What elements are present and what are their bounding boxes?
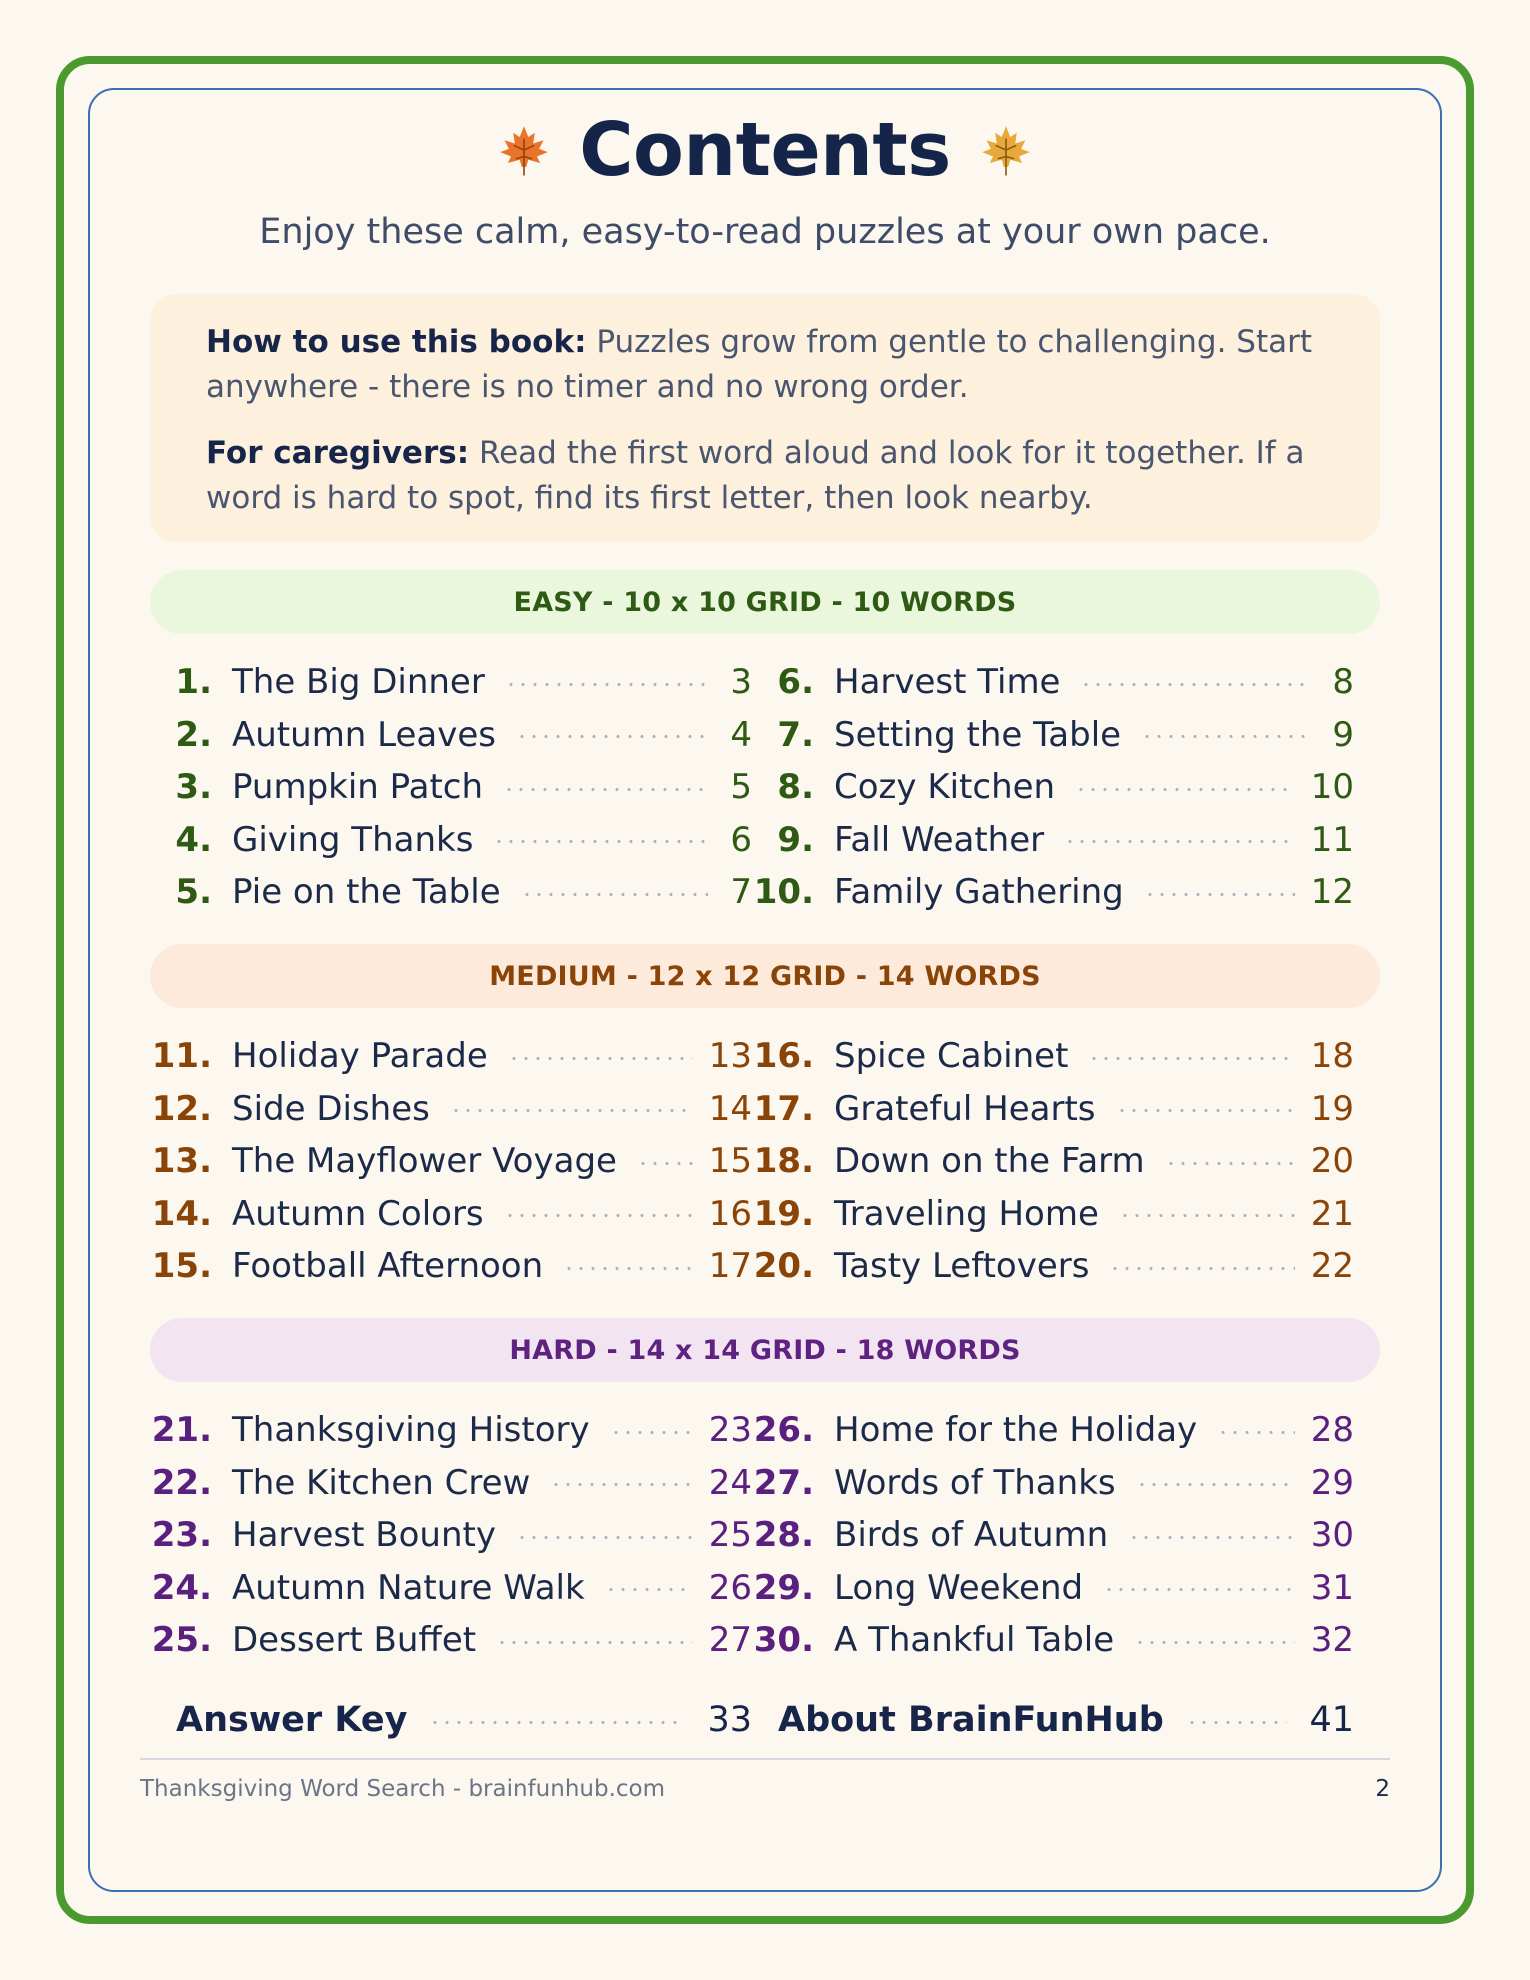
toc-entry[interactable] — [150, 1614, 752, 1666]
toc-entry[interactable] — [752, 656, 1354, 708]
dot-leader — [1080, 683, 1310, 686]
toc-entry-number: 21. — [151, 1410, 212, 1450]
toc-entry-number: 1. — [175, 662, 212, 702]
toc-entry-page: 8 — [1332, 662, 1354, 702]
toc-entry-page: 17 — [708, 1246, 752, 1286]
dot-leader — [493, 840, 708, 843]
toc-entry-title: Down on the Farm — [834, 1141, 1145, 1181]
toc-entry[interactable] — [150, 1404, 752, 1456]
toc-entry-page: 15 — [708, 1141, 752, 1181]
toc-entry[interactable] — [752, 1404, 1354, 1456]
toc-entry-title: Tasty Leftovers — [834, 1246, 1090, 1286]
dot-leader — [1134, 1641, 1295, 1644]
toc-entry-title: Thanksgiving History — [232, 1410, 590, 1450]
dot-leader — [450, 1109, 693, 1112]
toc-entry[interactable] — [150, 1188, 752, 1240]
toc-entry[interactable] — [150, 1562, 752, 1614]
toc-entry-number: 17. — [753, 1088, 814, 1129]
caregivers-paragraph — [206, 431, 1326, 521]
toc-entry-title: Words of Thanks — [834, 1462, 1116, 1503]
toc-entry-number: 3. — [175, 767, 212, 807]
toc-entry-page: 29 — [1310, 1462, 1354, 1503]
section-header-hard: HARD - 14 x 14 GRID - 18 WORDS — [150, 1318, 1380, 1382]
toc-entry-title: Home for the Holiday — [834, 1410, 1198, 1450]
dot-leader — [508, 1057, 693, 1060]
toc-entry[interactable] — [752, 1614, 1354, 1666]
toc-entry-page: 11 — [1310, 819, 1354, 860]
toc-entry-title: Pie on the Table — [232, 872, 501, 912]
toc-entry[interactable] — [150, 1509, 752, 1561]
dot-leader — [550, 1483, 692, 1486]
dot-leader — [504, 1214, 693, 1217]
footer-divider — [140, 1758, 1390, 1760]
toc-entry-title: Pumpkin Patch — [232, 767, 484, 807]
dot-leader — [1136, 1483, 1295, 1486]
dot-leader — [1064, 840, 1295, 843]
page-number: 2 — [1375, 1776, 1390, 1802]
instructions-box — [150, 294, 1380, 542]
toc-entry-page: 3 — [730, 662, 752, 702]
toc-entry-page: 9 — [1332, 714, 1354, 755]
toc-entry[interactable] — [752, 1083, 1354, 1135]
answer-key-page: 33 — [707, 1700, 752, 1740]
toc-entry[interactable] — [150, 1135, 752, 1187]
about-entry[interactable] — [778, 1694, 1354, 1746]
about-label: About BrainFunHub — [778, 1700, 1164, 1740]
toc-entry-page: 23 — [708, 1410, 752, 1450]
toc-entry-title: Birds of Autumn — [834, 1515, 1109, 1555]
toc-entry-title: A Thankful Table — [834, 1620, 1115, 1660]
dot-leader — [496, 1641, 693, 1644]
toc-entry-page: 18 — [1310, 1036, 1354, 1076]
toc-entry-page: 25 — [708, 1515, 752, 1555]
toc-entry-number: 11. — [151, 1036, 212, 1076]
toc-entry-title: Grateful Hearts — [834, 1088, 1096, 1129]
toc-entry-number: 23. — [151, 1515, 212, 1555]
toc-entry-title: The Mayflower Voyage — [232, 1141, 617, 1181]
dot-leader — [503, 788, 708, 791]
toc-entry-title: Football Afternoon — [232, 1246, 544, 1286]
toc-entry[interactable] — [150, 1457, 752, 1509]
toc-entry-page: 19 — [1310, 1088, 1354, 1129]
dot-leader — [563, 1267, 693, 1270]
dot-leader — [1088, 1057, 1294, 1060]
toc-entry-number: 20. — [753, 1246, 814, 1286]
toc-entry-number: 5. — [175, 872, 212, 912]
toc-entry-title: Autumn Leaves — [232, 714, 497, 755]
toc-entry[interactable] — [752, 1030, 1354, 1082]
title-row — [0, 100, 1530, 200]
section-header-medium: MEDIUM - 12 x 12 GRID - 14 WORDS — [150, 944, 1380, 1008]
dot-leader — [1119, 1214, 1295, 1217]
toc-entry-title: The Kitchen Crew — [232, 1462, 531, 1503]
dot-leader — [516, 735, 708, 738]
toc-entry-number: 14. — [151, 1193, 212, 1234]
toc-entry[interactable] — [150, 814, 752, 866]
toc-entry-number: 18. — [753, 1141, 814, 1181]
toc-entry-page: 31 — [1310, 1567, 1354, 1608]
toc-entry-page: 24 — [708, 1462, 752, 1503]
toc-entry[interactable] — [752, 1240, 1354, 1292]
how-to-use-label: How to use this book: — [206, 324, 587, 360]
dot-leader — [1103, 1588, 1295, 1591]
dot-leader — [1186, 1721, 1288, 1724]
toc-entry-page: 28 — [1310, 1410, 1354, 1450]
dot-leader — [605, 1588, 693, 1591]
toc-entry[interactable] — [150, 1240, 752, 1292]
toc-entry-title: Harvest Bounty — [232, 1515, 496, 1555]
answer-key-label: Answer Key — [176, 1700, 408, 1740]
toc-entry-number: 6. — [777, 662, 814, 702]
dot-leader — [1217, 1431, 1295, 1434]
toc-entry-number: 24. — [151, 1567, 212, 1608]
dot-leader — [1165, 1162, 1295, 1165]
how-to-use-text: Puzzles grow from gentle to challenging. Start anywhere - there is no timer and no wrong order. — [206, 324, 1313, 405]
toc-entry[interactable] — [752, 1509, 1354, 1561]
toc-entry[interactable] — [752, 1457, 1354, 1509]
page-title: Contents — [579, 107, 951, 193]
footer-text: Thanksgiving Word Search - brainfunhub.com — [140, 1776, 666, 1802]
toc-entry-number: 2. — [175, 714, 212, 755]
toc-entry-title: Giving Thanks — [232, 819, 474, 860]
toc-entry-number: 19. — [753, 1193, 814, 1234]
toc-entry-title: Family Gathering — [834, 872, 1124, 912]
toc-entry-number: 8. — [777, 767, 814, 807]
section-header-easy: EASY - 10 x 10 GRID - 10 WORDS — [150, 570, 1380, 634]
toc-entry-title: Autumn Colors — [232, 1193, 484, 1234]
toc-entry-title: Side Dishes — [232, 1088, 430, 1129]
toc-entry-title: Cozy Kitchen — [834, 767, 1056, 807]
toc-entry-page: 20 — [1310, 1141, 1354, 1181]
dot-leader — [521, 893, 708, 896]
toc-entry[interactable] — [752, 709, 1354, 761]
toc-entry-number: 10. — [753, 872, 814, 912]
page-subtitle: Enjoy these calm, easy-to-read puzzles at your own pace. — [259, 212, 1271, 252]
toc-entry-page: 7 — [730, 872, 752, 912]
toc-entry-number: 29. — [753, 1567, 814, 1608]
toc-entry[interactable] — [150, 1030, 752, 1082]
toc-entry-page: 16 — [708, 1193, 752, 1234]
caregivers-label: For caregivers: — [206, 435, 470, 471]
dot-leader — [610, 1431, 693, 1434]
dot-leader — [1109, 1267, 1294, 1270]
toc-entry-number: 22. — [151, 1462, 212, 1503]
toc-entry-title: Long Weekend — [834, 1567, 1084, 1608]
toc-entry[interactable] — [150, 709, 752, 761]
dot-leader — [1116, 1109, 1295, 1112]
toc-entry[interactable] — [150, 761, 752, 813]
maple-leaf-icon — [979, 123, 1033, 177]
answer-key-entry[interactable] — [176, 1694, 752, 1746]
toc-entry-title: Holiday Parade — [232, 1036, 488, 1076]
toc-entry-page: 21 — [1310, 1193, 1354, 1234]
dot-leader — [1128, 1536, 1295, 1539]
toc-entry-number: 30. — [753, 1620, 814, 1660]
toc-entry-number: 13. — [151, 1141, 212, 1181]
toc-entry-page: 10 — [1310, 767, 1354, 807]
how-to-use-paragraph — [206, 320, 1326, 410]
toc-entry[interactable] — [752, 1562, 1354, 1614]
toc-entry-number: 16. — [753, 1036, 814, 1076]
toc-entry-page: 30 — [1310, 1515, 1354, 1555]
toc-entry-page: 4 — [730, 714, 752, 755]
caregivers-text: Read the first word aloud and look for it together. If a word is hard to spot, find its first letter, then look nearby. — [206, 435, 1305, 516]
dot-leader — [1075, 788, 1295, 791]
toc-entry-page: 6 — [730, 819, 752, 860]
toc-entry-title: Traveling Home — [834, 1193, 1099, 1234]
dot-leader — [1144, 893, 1295, 896]
toc-entry-page: 5 — [730, 767, 752, 807]
dot-leader — [516, 1536, 693, 1539]
toc-entry-number: 7. — [777, 714, 814, 755]
toc-entry-number: 25. — [151, 1620, 212, 1660]
toc-entry-title: Fall Weather — [834, 819, 1045, 860]
toc-entry-page: 26 — [708, 1567, 752, 1608]
toc-entry-page: 27 — [708, 1620, 752, 1660]
toc-entry[interactable] — [752, 866, 1354, 918]
toc-entry-number: 12. — [151, 1088, 212, 1129]
maple-leaf-icon — [497, 123, 551, 177]
toc-entry-page: 32 — [1310, 1620, 1354, 1660]
toc-entry-number: 28. — [753, 1515, 814, 1555]
toc-entry[interactable] — [752, 761, 1354, 813]
dot-leader — [505, 683, 708, 686]
toc-entry[interactable] — [150, 1083, 752, 1135]
toc-entry-number: 15. — [151, 1246, 212, 1286]
dot-leader — [1141, 735, 1310, 738]
toc-entry-title: The Big Dinner — [232, 662, 485, 702]
toc-entry[interactable] — [752, 814, 1354, 866]
toc-entry-title: Harvest Time — [834, 662, 1061, 702]
toc-entry-title: Autumn Nature Walk — [232, 1567, 585, 1608]
dot-leader — [637, 1162, 693, 1165]
toc-entry-page: 14 — [708, 1088, 752, 1129]
toc-entry-title: Spice Cabinet — [834, 1036, 1069, 1076]
toc-entry-number: 9. — [777, 819, 814, 860]
toc-entry[interactable] — [150, 866, 752, 918]
toc-entry[interactable] — [752, 1188, 1354, 1240]
about-page: 41 — [1309, 1700, 1354, 1740]
toc-entry-page: 12 — [1310, 872, 1354, 912]
dot-leader — [429, 1721, 685, 1724]
toc-entry-number: 27. — [753, 1462, 814, 1503]
toc-entry-title: Setting the Table — [834, 714, 1122, 755]
toc-entry[interactable] — [150, 656, 752, 708]
toc-entry[interactable] — [752, 1135, 1354, 1187]
toc-entry-page: 22 — [1310, 1246, 1354, 1286]
toc-entry-number: 4. — [175, 819, 212, 860]
toc-entry-number: 26. — [753, 1410, 814, 1450]
toc-entry-title: Dessert Buffet — [232, 1620, 477, 1660]
toc-entry-page: 13 — [708, 1036, 752, 1076]
